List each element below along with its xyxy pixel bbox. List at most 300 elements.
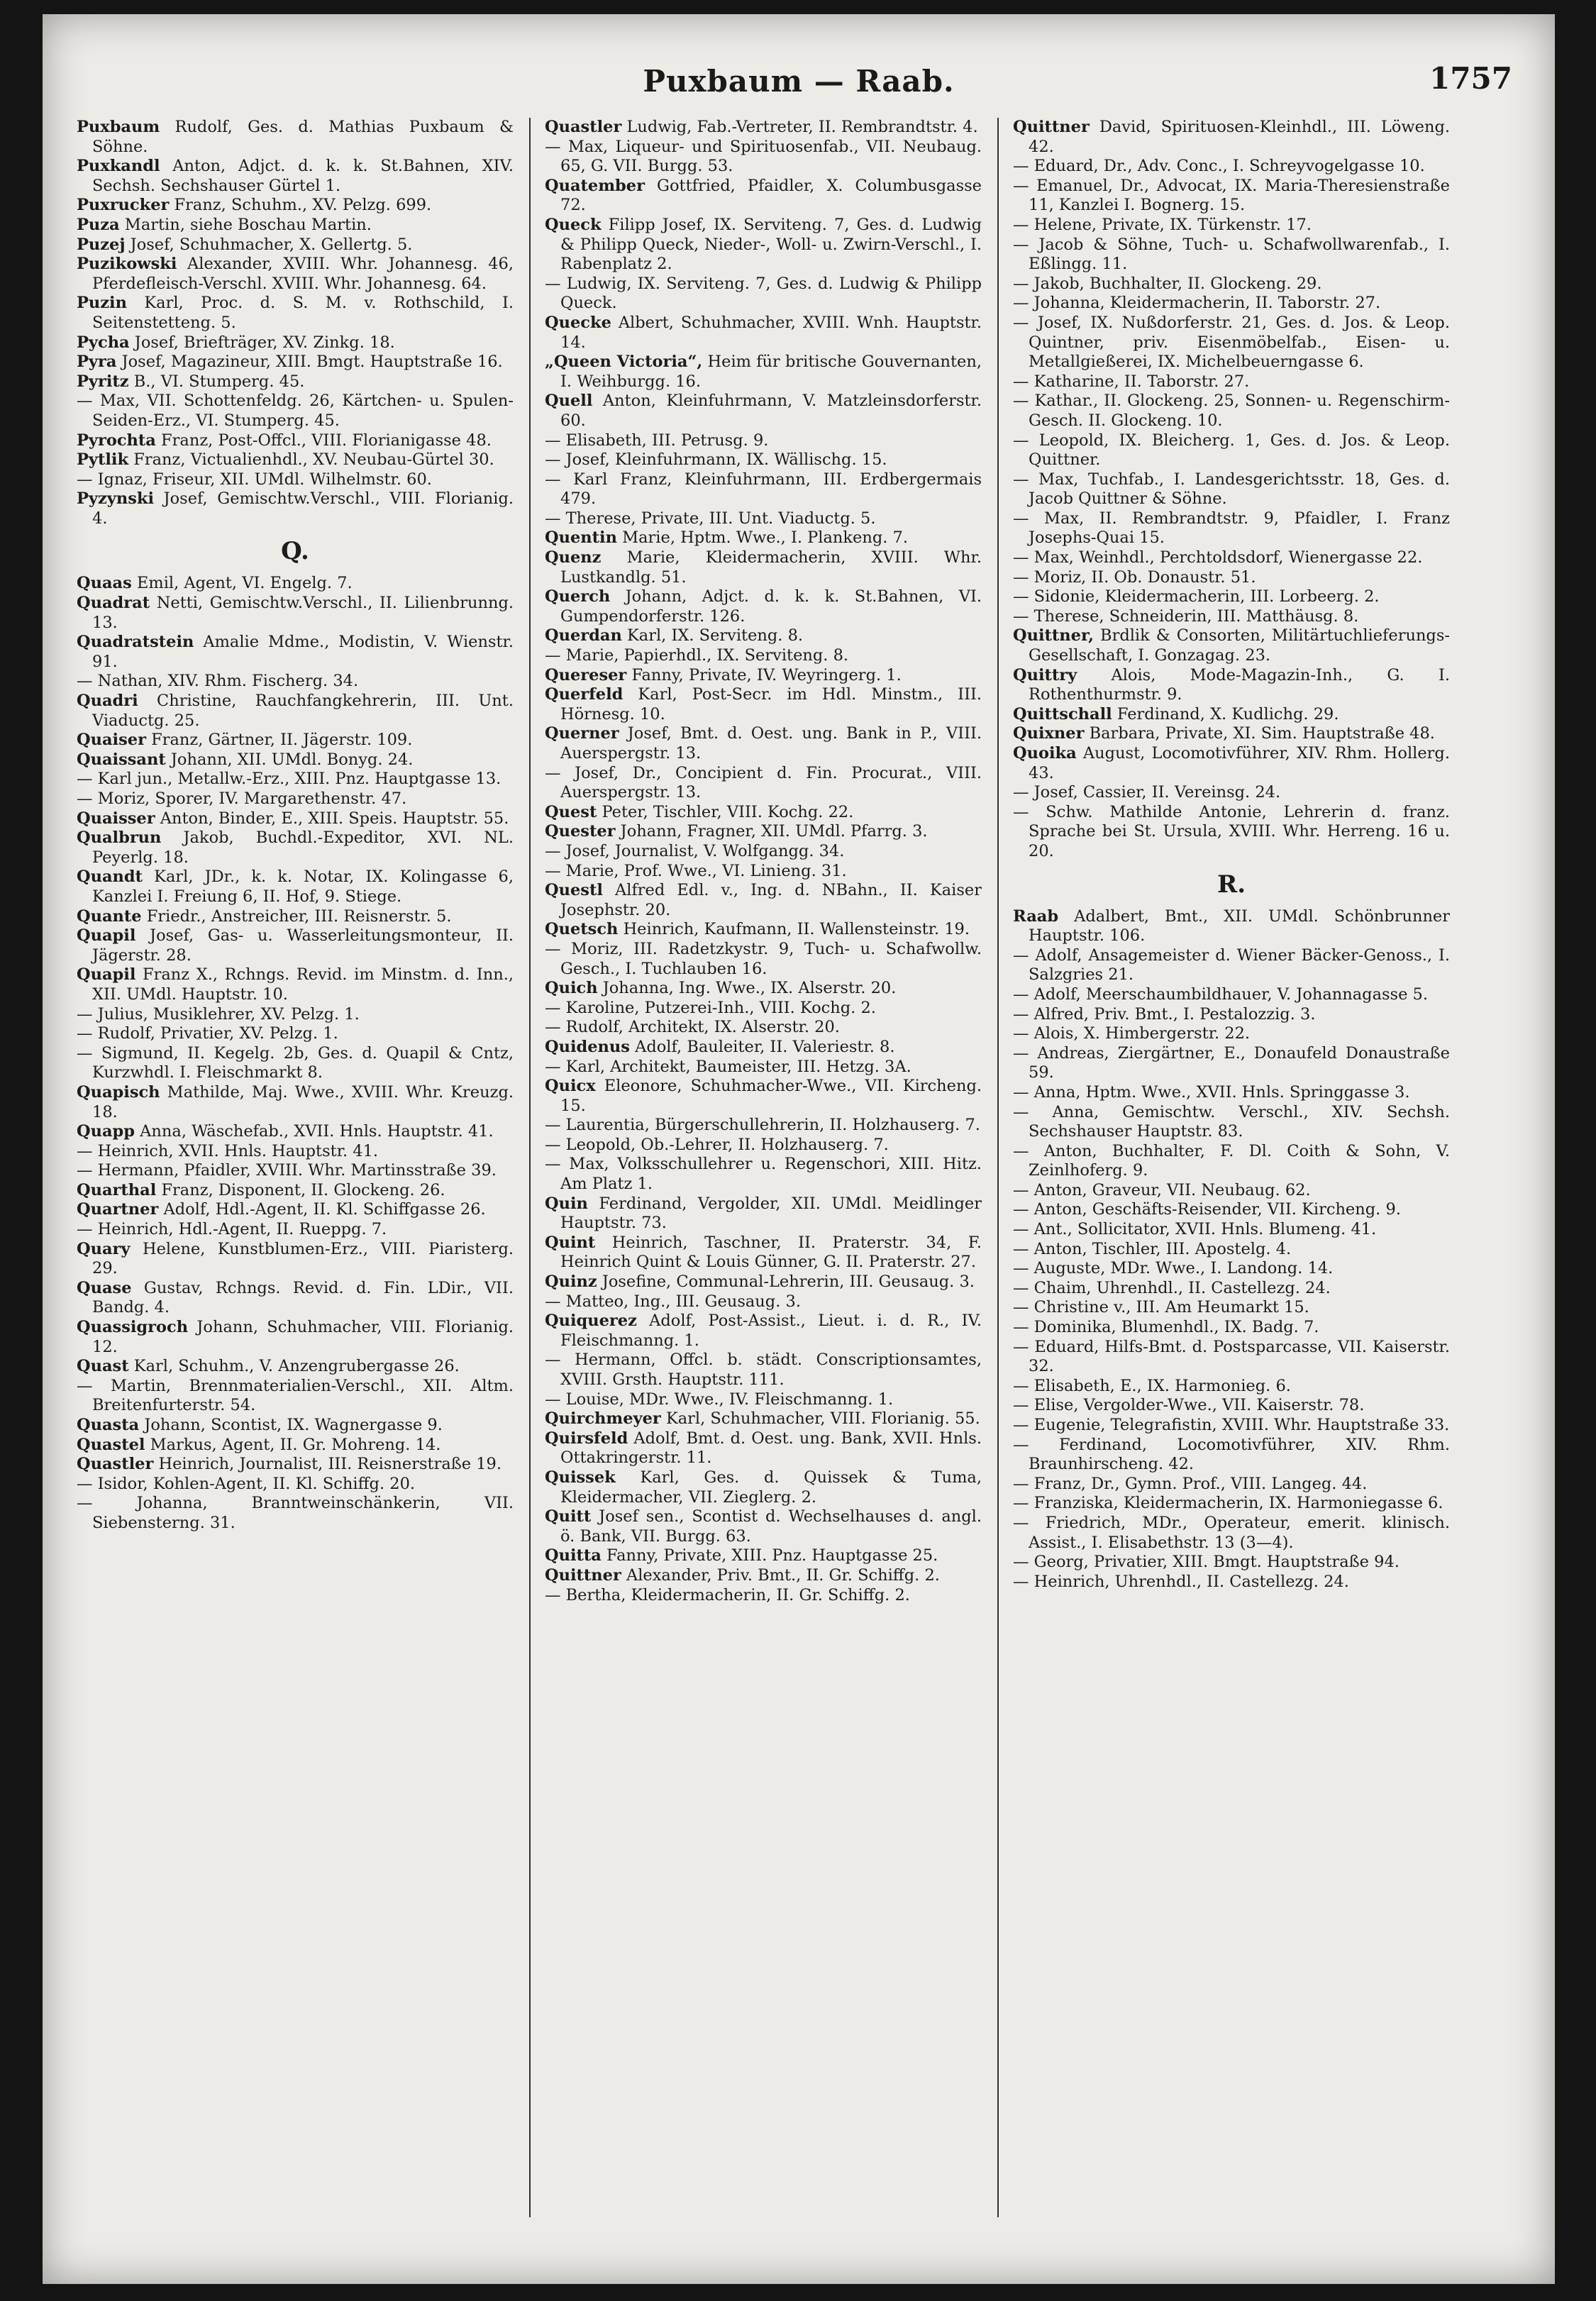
entry-details: Karl, Post-Secr. im Hdl. Minstm., III. Hörnesg. 10. xyxy=(560,685,982,723)
directory-entry xyxy=(545,1058,982,1077)
directory-entry xyxy=(1013,1005,1450,1025)
entry-details: — Anton, Geschäfts-Reisender, VII. Kircheng. 9. xyxy=(1013,1200,1401,1219)
entry-details: — Emanuel, Dr., Advocat, IX. Maria-Theresienstraße 11, Kanzlei I. Bognerg. 15. xyxy=(1013,176,1450,215)
entry-surname: Quittry xyxy=(1013,665,1077,684)
entry-details: Karl, Schuhmacher, VIII. Florianig. 55. xyxy=(665,1409,980,1429)
directory-column-2 xyxy=(545,118,982,2217)
entry-details: Heinrich, Journalist, III. Reisnerstraße 19. xyxy=(158,1455,502,1474)
entry-details: — Ignaz, Friseur, XII. UMdl. Wilhelmstr. 60. xyxy=(77,470,432,489)
directory-entry xyxy=(545,548,982,587)
entry-details: Josef, Bmt. d. Oest. ung. Bank in P., VIII. Auerspergstr. 13. xyxy=(560,724,982,763)
directory-entry xyxy=(545,803,982,823)
directory-entry xyxy=(77,867,514,906)
directory-entry xyxy=(1013,1396,1450,1416)
directory-entry xyxy=(545,724,982,763)
directory-entry xyxy=(545,1155,982,1194)
entry-surname: Quester xyxy=(545,822,616,841)
directory-entry xyxy=(1013,724,1450,744)
entry-details: — Auguste, MDr. Wwe., I. Landong. 14. xyxy=(1013,1259,1334,1278)
entry-details: Josef, Magazineur, XIII. Bmgt. Hauptstraße 16. xyxy=(121,353,503,372)
entry-details: Franz, Disponent, II. Glockeng. 26. xyxy=(161,1180,445,1199)
directory-entry xyxy=(545,862,982,882)
directory-entry xyxy=(545,646,982,666)
entry-surname: „Queen Victoria“, xyxy=(545,353,703,372)
directory-entry xyxy=(545,1273,982,1292)
entry-details: — Moriz, Sporer, IV. Margarethenstr. 47. xyxy=(77,789,407,808)
directory-entry xyxy=(77,1220,514,1240)
entry-details: Karl, Ges. d. Quissek & Tuma, Kleidermacher, VII. Zieglerg. 2. xyxy=(560,1468,982,1507)
entry-surname: Quentin xyxy=(545,528,617,548)
entry-details: Gustav, Rchngs. Revid. d. Fin. LDir., VII. Bandg. 4. xyxy=(92,1278,514,1317)
entry-details: — Ant., Sollicitator, XVII. Hnls. Blumeng. 41. xyxy=(1013,1220,1377,1239)
directory-entry xyxy=(545,685,982,724)
entry-details: — Katharine, II. Taborstr. 27. xyxy=(1013,372,1250,391)
directory-entry xyxy=(1013,118,1450,157)
directory-entry xyxy=(1013,1279,1450,1299)
entry-details: — Laurentia, Bürgerschullehrerin, II. Holzhauserg. 7. xyxy=(545,1116,980,1135)
directory-entry xyxy=(545,1546,982,1566)
entry-details: — Isidor, Kohlen-Agent, II. Kl. Schiffg. 20. xyxy=(77,1474,416,1493)
directory-entry xyxy=(77,294,514,333)
entry-details: Markus, Agent, II. Gr. Mohreng. 14. xyxy=(150,1435,441,1454)
entry-details: — Karl jun., Metallw.-Erz., XIII. Pnz. Hauptgasse 13. xyxy=(77,770,501,789)
entry-surname: Quastler xyxy=(545,118,622,136)
entry-details: Ludwig, Fab.-Vertreter, II. Rembrandtstr. 4. xyxy=(626,118,978,136)
entry-details: Franz, Gärtner, II. Jägerstr. 109. xyxy=(151,731,413,750)
directory-entry xyxy=(1013,275,1450,294)
entry-details: Heim für britische Gouvernanten, I. Weihburgg. 16. xyxy=(560,353,982,391)
directory-entry xyxy=(545,1507,982,1546)
entry-details: Josef, Gas- u. Wasserleitungsmonteur, II. Jägerstr. 28. xyxy=(92,926,514,965)
directory-entry xyxy=(545,626,982,646)
entry-surname: Quitta xyxy=(545,1546,602,1565)
directory-entry xyxy=(1013,1103,1450,1142)
entry-surname: Pycha xyxy=(77,333,130,352)
directory-entry xyxy=(545,842,982,862)
entry-surname: Quitt xyxy=(545,1507,592,1526)
directory-entry xyxy=(545,314,982,353)
directory-entry xyxy=(545,1429,982,1468)
directory-entry xyxy=(77,235,514,255)
directory-entry xyxy=(1013,1514,1450,1553)
directory-entry xyxy=(1013,1318,1450,1338)
directory-entry xyxy=(77,1318,514,1357)
directory-entry xyxy=(545,353,982,392)
entry-surname: Quandt xyxy=(77,867,143,887)
entry-details: Johann, Schuhmacher, VIII. Florianig. 12. xyxy=(92,1318,514,1356)
directory-entry xyxy=(545,1351,982,1390)
directory-entry xyxy=(1013,235,1450,275)
entry-details: Helene, Kunstblumen-Erz., VIII. Piaristerg. 29. xyxy=(92,1239,514,1278)
entry-surname: Pyra xyxy=(77,353,117,372)
entry-surname: Puxkandl xyxy=(77,157,160,176)
directory-entry xyxy=(545,1390,982,1410)
entry-details: — Karoline, Putzerei-Inh., VIII. Kochg. 2. xyxy=(545,998,876,1017)
directory-entry xyxy=(1013,1024,1450,1044)
directory-entry xyxy=(77,907,514,927)
directory-entry xyxy=(545,1409,982,1429)
entry-surname: Questl xyxy=(545,881,603,900)
entry-details: Franz, Schuhm., XV. Pelzg. 699. xyxy=(174,196,432,215)
directory-entry xyxy=(1013,1436,1450,1475)
directory-entry xyxy=(545,216,982,275)
directory-entry xyxy=(77,431,514,451)
directory-entry xyxy=(1013,1298,1450,1318)
directory-entry xyxy=(545,1566,982,1586)
entry-surname: Quenz xyxy=(545,548,602,567)
entry-details: Alexander, Priv. Bmt., II. Gr. Schiffg. 2. xyxy=(626,1565,940,1585)
entry-details: Karl, Proc. d. S. M. v. Rothschild, I. Seitenstetteng. 5. xyxy=(92,294,514,332)
entry-details: — Alfred, Priv. Bmt., I. Pestalozzig. 3. xyxy=(1013,1004,1316,1024)
entry-surname: Qualbrun xyxy=(77,828,162,848)
directory-entry xyxy=(1013,509,1450,548)
directory-entry xyxy=(545,470,982,509)
entry-surname: Puxrucker xyxy=(77,196,170,215)
directory-entry xyxy=(1013,392,1450,431)
entry-details: — Kathar., II. Glockeng. 25, Sonnen- u. Regenschirm-Gesch. II. Glockeng. 10. xyxy=(1013,392,1450,430)
directory-entry xyxy=(77,1240,514,1279)
directory-entry xyxy=(545,392,982,431)
directory-entry xyxy=(1013,314,1450,372)
entry-details: Karl, IX. Serviteng. 8. xyxy=(626,626,804,645)
directory-entry xyxy=(77,1357,514,1377)
entry-details: Brdlik & Consorten, Militärtuchlieferungs-Gesellschaft, I. Gonzagag. 23. xyxy=(1029,626,1450,665)
directory-entry xyxy=(77,450,514,470)
entry-surname: Quissek xyxy=(545,1468,616,1487)
entry-surname: Quich xyxy=(545,979,598,998)
entry-surname: Puzin xyxy=(77,294,127,313)
entry-details: — Louise, MDr. Wwe., IV. Fleischmanng. 1. xyxy=(545,1390,894,1409)
directory-entry xyxy=(1013,1494,1450,1514)
entry-details: Adalbert, Bmt., XII. UMdl. Schönbrunner Hauptstr. 106. xyxy=(1029,906,1450,946)
directory-entry xyxy=(77,1377,514,1416)
entry-details: Josefine, Communal-Lehrerin, III. Geusaug. 3. xyxy=(602,1273,975,1292)
entry-details: Alexander, XVIII. Whr. Johannesg. 46, Pferdefleisch-Verschl. XVIII. Whr. Johannesg. 64. xyxy=(92,255,514,293)
directory-entry xyxy=(1013,1240,1450,1260)
entry-details: — Josef, Dr., Concipient d. Fin. Procurat., VIII. Auerspergstr. 13. xyxy=(545,763,982,802)
entry-details: — Eduard, Hilfs-Bmt. d. Postsparcasse, VII. Kaiserstr. 32. xyxy=(1013,1337,1450,1376)
running-head: Puxbaum — Raab. xyxy=(643,64,955,99)
entry-details: — Rudolf, Privatier, XV. Pelzg. 1. xyxy=(77,1024,338,1043)
entry-details: — Jacob & Söhne, Tuch- u. Schafwollwarenfab., I. Eßlingg. 11. xyxy=(1013,235,1450,274)
directory-entry xyxy=(1013,1553,1450,1573)
entry-details: — Max, Tuchfab., I. Landesgerichtsstr. 18, Ges. d. Jacob Quittner & Söhne. xyxy=(1013,470,1450,509)
entry-surname: Pyrochta xyxy=(77,431,156,450)
entry-details: B., VI. Stumperg. 45. xyxy=(133,372,305,391)
directory-entry xyxy=(77,1005,514,1025)
directory-entry xyxy=(1013,1083,1450,1103)
directory-entry xyxy=(545,764,982,803)
directory-entry xyxy=(77,392,514,431)
entry-details: Albert, Schuhmacher, XVIII. Wnh. Hauptstr. 14. xyxy=(560,313,982,352)
directory-entry xyxy=(1013,907,1450,946)
entry-details: — Ferdinand, Locomotivführer, XIV. Rhm. Braunhirscheng. 42. xyxy=(1013,1435,1450,1474)
directory-column-3 xyxy=(1013,118,1450,2217)
directory-entry xyxy=(77,157,514,196)
entry-surname: Quassigroch xyxy=(77,1318,189,1337)
entry-details: Eleonore, Schuhmacher-Wwe., VII. Kircheng. 15. xyxy=(560,1077,982,1115)
entry-details: Franz, Post-Offcl., VIII. Florianigasse 48. xyxy=(161,431,492,450)
entry-details: — Max, Volksschullehrer u. Regenschori, XIII. Hitz. Am Platz 1. xyxy=(545,1155,982,1194)
directory-entry xyxy=(1013,568,1450,588)
entry-details: — Elise, Vergolder-Wwe., VII. Kaiserstr. 78. xyxy=(1013,1396,1365,1415)
directory-entry xyxy=(1013,1044,1450,1083)
entry-details: — Therese, Schneiderin, III. Matthäusg. 8. xyxy=(1013,606,1359,626)
directory-entry xyxy=(1013,1200,1450,1220)
directory-entry xyxy=(77,216,514,235)
entry-details: Peter, Tischler, VIII. Kochg. 22. xyxy=(602,802,854,821)
directory-entry xyxy=(545,1586,982,1606)
entry-surname: Quell xyxy=(545,392,593,411)
entry-details: August, Locomotivführer, XIV. Rhm. Hollerg. 43. xyxy=(1029,744,1450,782)
entry-surname: Quadrat xyxy=(77,594,150,613)
entry-details: — Marie, Papierhdl., IX. Serviteng. 8. xyxy=(545,646,849,665)
directory-entry xyxy=(545,881,982,920)
entry-details: — Hermann, Offcl. b. städt. Conscriptionsamtes, XVIII. Grsth. Hauptstr. 111. xyxy=(545,1351,982,1389)
entry-details: — Eugenie, Telegrafistin, XVIII. Whr. Hauptstraße 33. xyxy=(1013,1416,1450,1434)
entry-surname: Quetsch xyxy=(545,920,619,939)
entry-details: — Adolf, Ansagemeister d. Wiener Bäcker-Genoss., I. Salzgries 21. xyxy=(1013,946,1450,985)
entry-surname: Quin xyxy=(545,1194,588,1213)
entry-surname: Raab xyxy=(1013,906,1059,926)
entry-details: Mathilde, Maj. Wwe., XVIII. Whr. Kreuzg. 18. xyxy=(92,1082,514,1121)
directory-entry xyxy=(545,275,982,314)
entry-details: Franz X., Rchngs. Revid. im Minstm. d. Inn., XII. UMdl. Hauptstr. 10. xyxy=(92,965,514,1004)
entry-surname: Quittner, xyxy=(1013,626,1095,645)
directory-entry xyxy=(77,633,514,672)
directory-entry xyxy=(1013,705,1450,725)
entry-surname: Quinz xyxy=(545,1273,597,1292)
entry-details: Adolf, Bauleiter, II. Valeriestr. 8. xyxy=(635,1037,895,1056)
directory-entry xyxy=(77,926,514,965)
directory-entry xyxy=(1013,1338,1450,1377)
directory-entry xyxy=(77,353,514,372)
entry-details: Christine, Rauchfangkehrerin, III. Unt. Viaductg. 25. xyxy=(92,692,514,730)
entry-details: — Sigmund, II. Kegelg. 2b, Ges. d. Quapil & Cntz, Kurzwhdl. I. Fleischmarkt 8. xyxy=(77,1043,514,1082)
entry-details: Martin, siehe Boschau Martin. xyxy=(124,215,372,234)
entry-details: — Martin, Brennmaterialien-Verschl., XII. Altm. Breitenfurterstr. 54. xyxy=(77,1376,514,1415)
directory-entry xyxy=(545,1018,982,1038)
entry-details: Adolf, Bmt. d. Oest. ung. Bank, XVII. Hnls. Ottakringerstr. 11. xyxy=(560,1429,982,1468)
entry-details: — Georg, Privatier, XIII. Bmgt. Hauptstraße 94. xyxy=(1013,1553,1400,1572)
directory-entry xyxy=(77,750,514,770)
entry-surname: Quapp xyxy=(77,1122,135,1141)
entry-surname: Quapil xyxy=(77,926,136,946)
entry-surname: Querner xyxy=(545,724,619,743)
directory-entry xyxy=(1013,744,1450,783)
directory-entry xyxy=(77,809,514,829)
entry-details: — Friedrich, MDr., Operateur, emerit. klinisch. Assist., I. Elisabethstr. 13 (3—4). xyxy=(1013,1513,1450,1552)
entry-details: — Heinrich, XVII. Hnls. Hauptstr. 41. xyxy=(77,1141,379,1160)
entry-details: — Heinrich, Hdl.-Agent, II. Rueppg. 7. xyxy=(77,1220,387,1239)
entry-surname: Quaissant xyxy=(77,750,166,769)
entry-details: — Julius, Musiklehrer, XV. Pelzg. 1. xyxy=(77,1004,360,1024)
column-divider xyxy=(997,118,999,2217)
directory-entry xyxy=(545,822,982,842)
directory-entry xyxy=(1013,1573,1450,1592)
entry-surname: Quittner xyxy=(545,1565,621,1585)
entry-details: — Eduard, Dr., Adv. Conc., I. Schreyvogelgasse 10. xyxy=(1013,157,1425,176)
entry-surname: Quiquerez xyxy=(545,1312,637,1331)
directory-entry xyxy=(77,1416,514,1436)
directory-entry xyxy=(77,489,514,528)
directory-entry xyxy=(77,1279,514,1318)
entry-surname: Pyzynski xyxy=(77,489,155,509)
entry-details: — Max, Liqueur- und Spirituosenfab., VII. Neubaug. 65, G. VII. Burgg. 53. xyxy=(545,137,982,176)
directory-entry xyxy=(1013,1416,1450,1436)
entry-surname: Quaiser xyxy=(77,731,146,750)
directory-entry xyxy=(1013,372,1450,392)
entry-details: Johann, XII. UMdl. Bonyg. 24. xyxy=(170,750,414,769)
entry-surname: Quaisser xyxy=(77,809,155,828)
entry-details: — Franziska, Kleidermacherin, IX. Harmoniegasse 6. xyxy=(1013,1494,1443,1513)
directory-entry xyxy=(545,1468,982,1507)
page-number: 1757 xyxy=(1429,61,1512,96)
entry-surname: Querfeld xyxy=(545,685,624,704)
directory-entry xyxy=(545,1038,982,1058)
directory-entry xyxy=(1013,548,1450,568)
entry-surname: Quint xyxy=(545,1233,596,1252)
directory-entry xyxy=(1013,1220,1450,1240)
entry-details: Adolf, Post-Assist., Lieut. i. d. R., IV. Fleischmanng. 1. xyxy=(560,1312,982,1350)
entry-surname: Quirchmeyer xyxy=(545,1409,661,1429)
directory-entry xyxy=(1013,1377,1450,1397)
entry-details: Anton, Kleinfuhrmann, V. Matzleinsdorferstr. 60. xyxy=(560,392,982,430)
entry-surname: Quittschall xyxy=(1013,704,1112,723)
directory-entry xyxy=(1013,157,1450,177)
entry-details: — Marie, Prof. Wwe., VI. Linieng. 31. xyxy=(545,861,847,880)
entry-details: — Schw. Mathilde Antonie, Lehrerin d. franz. Sprache bei St. Ursula, XVIII. Whr. Herreng. 16 u. 20. xyxy=(1013,802,1450,860)
directory-entry xyxy=(77,1122,514,1142)
entry-details: — Josef, IX. Nußdorferstr. 21, Ges. d. Jos. & Leop. Quintner, priv. Eisenmöbelfab., Eisen- u. Metallgießerei, IX. Michelbeuerngasse 6. xyxy=(1013,313,1450,372)
entry-surname: Quartner xyxy=(77,1200,159,1219)
entry-details: — Josef, Cassier, II. Vereinsg. 24. xyxy=(1013,783,1281,802)
directory-entry xyxy=(77,1024,514,1044)
directory-entry xyxy=(77,1455,514,1475)
directory-entry xyxy=(545,940,982,979)
directory-entry xyxy=(545,528,982,548)
entry-details: — Helene, Private, IX. Türkenstr. 17. xyxy=(1013,215,1312,234)
entry-details: Franz, Victualienhdl., XV. Neubau-Gürtel 30. xyxy=(133,450,494,470)
directory-entry xyxy=(1013,783,1450,803)
directory-entry xyxy=(77,372,514,392)
entry-details: — Anton, Buchhalter, F. Dl. Coith & Sohn, V. Zeinlhoferg. 9. xyxy=(1013,1141,1450,1180)
entry-details: Anton, Adjct. d. k. k. St.Bahnen, XIV. Sechsh. Sechshauser Gürtel 1. xyxy=(92,157,514,195)
entry-details: Karl, Schuhm., V. Anzengrubergasse 26. xyxy=(133,1357,460,1376)
entry-details: — Bertha, Kleidermacherin, II. Gr. Schiffg. 2. xyxy=(545,1585,910,1604)
directory-entry xyxy=(1013,626,1450,665)
directory-entry xyxy=(1013,177,1450,216)
directory-entry xyxy=(77,731,514,750)
directory-entry xyxy=(77,1475,514,1495)
directory-entry xyxy=(545,118,982,138)
directory-entry xyxy=(77,770,514,789)
directory-entry xyxy=(1013,1259,1450,1279)
directory-entry xyxy=(1013,1142,1450,1181)
entry-surname: Puzikowski xyxy=(77,255,177,274)
entry-surname: Quoika xyxy=(1013,744,1077,763)
entry-details: — Max, VII. Schottenfeldg. 26, Kärtchen- u. Spulen-Seiden-Erz., VI. Stumperg. 45. xyxy=(77,392,514,430)
entry-surname: Quecke xyxy=(545,313,611,332)
column-divider xyxy=(529,118,531,2217)
entry-surname: Pytlik xyxy=(77,450,129,470)
directory-entry xyxy=(77,965,514,1004)
entry-details: — Johanna, Kleidermacherin, II. Taborstr. 27. xyxy=(1013,294,1381,313)
directory-entry xyxy=(545,450,982,470)
entry-surname: Puza xyxy=(77,215,120,234)
directory-entry xyxy=(545,1077,982,1116)
entry-surname: Quixner xyxy=(1013,724,1085,743)
entry-details: — Max, Weinhdl., Perchtoldsdorf, Wienergasse 22. xyxy=(1013,548,1423,567)
entry-details: — Leopold, Ob.-Lehrer, II. Holzhauserg. 7. xyxy=(545,1135,889,1154)
entry-details: — Moriz, II. Ob. Donaustr. 51. xyxy=(1013,567,1256,587)
entry-surname: Quapisch xyxy=(77,1082,160,1102)
directory-entry xyxy=(77,1161,514,1181)
directory-entry xyxy=(77,255,514,294)
directory-entry xyxy=(545,1194,982,1233)
entry-details: — Chaim, Uhrenhdl., II. Castellezg. 24. xyxy=(1013,1278,1331,1297)
entry-details: Netti, Gemischtw.Verschl., II. Lilienbrunng. 13. xyxy=(92,594,514,632)
directory-entry xyxy=(1013,1475,1450,1495)
directory-entry xyxy=(77,672,514,692)
entry-details: David, Spirituosen-Kleinhdl., III. Löweng. 42. xyxy=(1029,118,1450,156)
directory-entry xyxy=(77,1044,514,1083)
directory-entry xyxy=(77,594,514,633)
entry-surname: Queck xyxy=(545,215,602,234)
entry-details: Barbara, Private, XI. Sim. Hauptstraße 48. xyxy=(1089,724,1435,743)
directory-entry xyxy=(1013,985,1450,1005)
directory-entry xyxy=(545,666,982,686)
entry-details: — Hermann, Pfaidler, XVIII. Whr. Martinsstraße 39. xyxy=(77,1161,497,1180)
entry-details: Josef, Briefträger, XV. Zinkg. 18. xyxy=(134,333,395,352)
entry-details: — Karl Franz, Kleinfuhrmann, III. Erdbergermais 479. xyxy=(545,470,982,509)
entry-details: — Josef, Kleinfuhrmann, IX. Wällischg. 15. xyxy=(545,450,887,470)
entry-details: Heinrich, Taschner, II. Praterstr. 34, F. Heinrich Quint & Louis Günner, G. II. Praterstr. 27. xyxy=(560,1233,982,1272)
entry-details: — Ludwig, IX. Serviteng. 7, Ges. d. Ludwig & Philipp Queck. xyxy=(545,274,982,313)
directory-entry xyxy=(545,509,982,529)
entry-details: — Anton, Tischler, III. Apostelg. 4. xyxy=(1013,1239,1292,1258)
entry-details: Amalie Mdme., Modistin, V. Wienstr. 91. xyxy=(92,633,514,671)
entry-surname: Quase xyxy=(77,1278,132,1297)
entry-surname: Quary xyxy=(77,1239,131,1258)
entry-details: — Heinrich, Uhrenhdl., II. Castellezg. 24. xyxy=(1013,1572,1349,1591)
directory-entry xyxy=(77,1494,514,1533)
entry-surname: Quadratstein xyxy=(77,633,194,652)
directory-entry xyxy=(545,999,982,1019)
directory-entry xyxy=(77,574,514,594)
entry-details: — Matteo, Ing., III. Geusaug. 3. xyxy=(545,1292,801,1311)
directory-entry xyxy=(545,138,982,177)
entry-surname: Quast xyxy=(77,1357,129,1376)
directory-entry xyxy=(77,196,514,216)
directory-entry xyxy=(77,828,514,867)
directory-entry xyxy=(77,1083,514,1122)
directory-entry xyxy=(1013,803,1450,862)
directory-entry xyxy=(545,587,982,626)
entry-details: — Adolf, Meerschaumbildhauer, V. Johannagasse 5. xyxy=(1013,985,1429,1004)
entry-details: Johann, Scontist, IX. Wagnergasse 9. xyxy=(144,1416,443,1434)
entry-details: — Karl, Architekt, Baumeister, III. Hetzg. 3A. xyxy=(545,1057,911,1076)
entry-details: Filipp Josef, IX. Serviteng. 7, Ges. d. Ludwig & Philipp Queck, Nieder-, Woll- u. Zwirn-Verschl., I. Rabenplatz 2. xyxy=(560,215,982,274)
entry-details: Josef, Schuhmacher, X. Gellertg. 5. xyxy=(130,235,413,254)
entry-details: — Christine v., III. Am Heumarkt 15. xyxy=(1013,1298,1309,1317)
entry-details: Johann, Fragner, XII. UMdl. Pfarrg. 3. xyxy=(620,822,928,841)
entry-surname: Quaas xyxy=(77,574,132,593)
entry-surname: Quapil xyxy=(77,965,136,985)
entry-details: Marie, Hptm. Wwe., I. Plankeng. 7. xyxy=(622,528,909,548)
directory-entry xyxy=(77,470,514,490)
directory-page xyxy=(43,14,1555,2284)
